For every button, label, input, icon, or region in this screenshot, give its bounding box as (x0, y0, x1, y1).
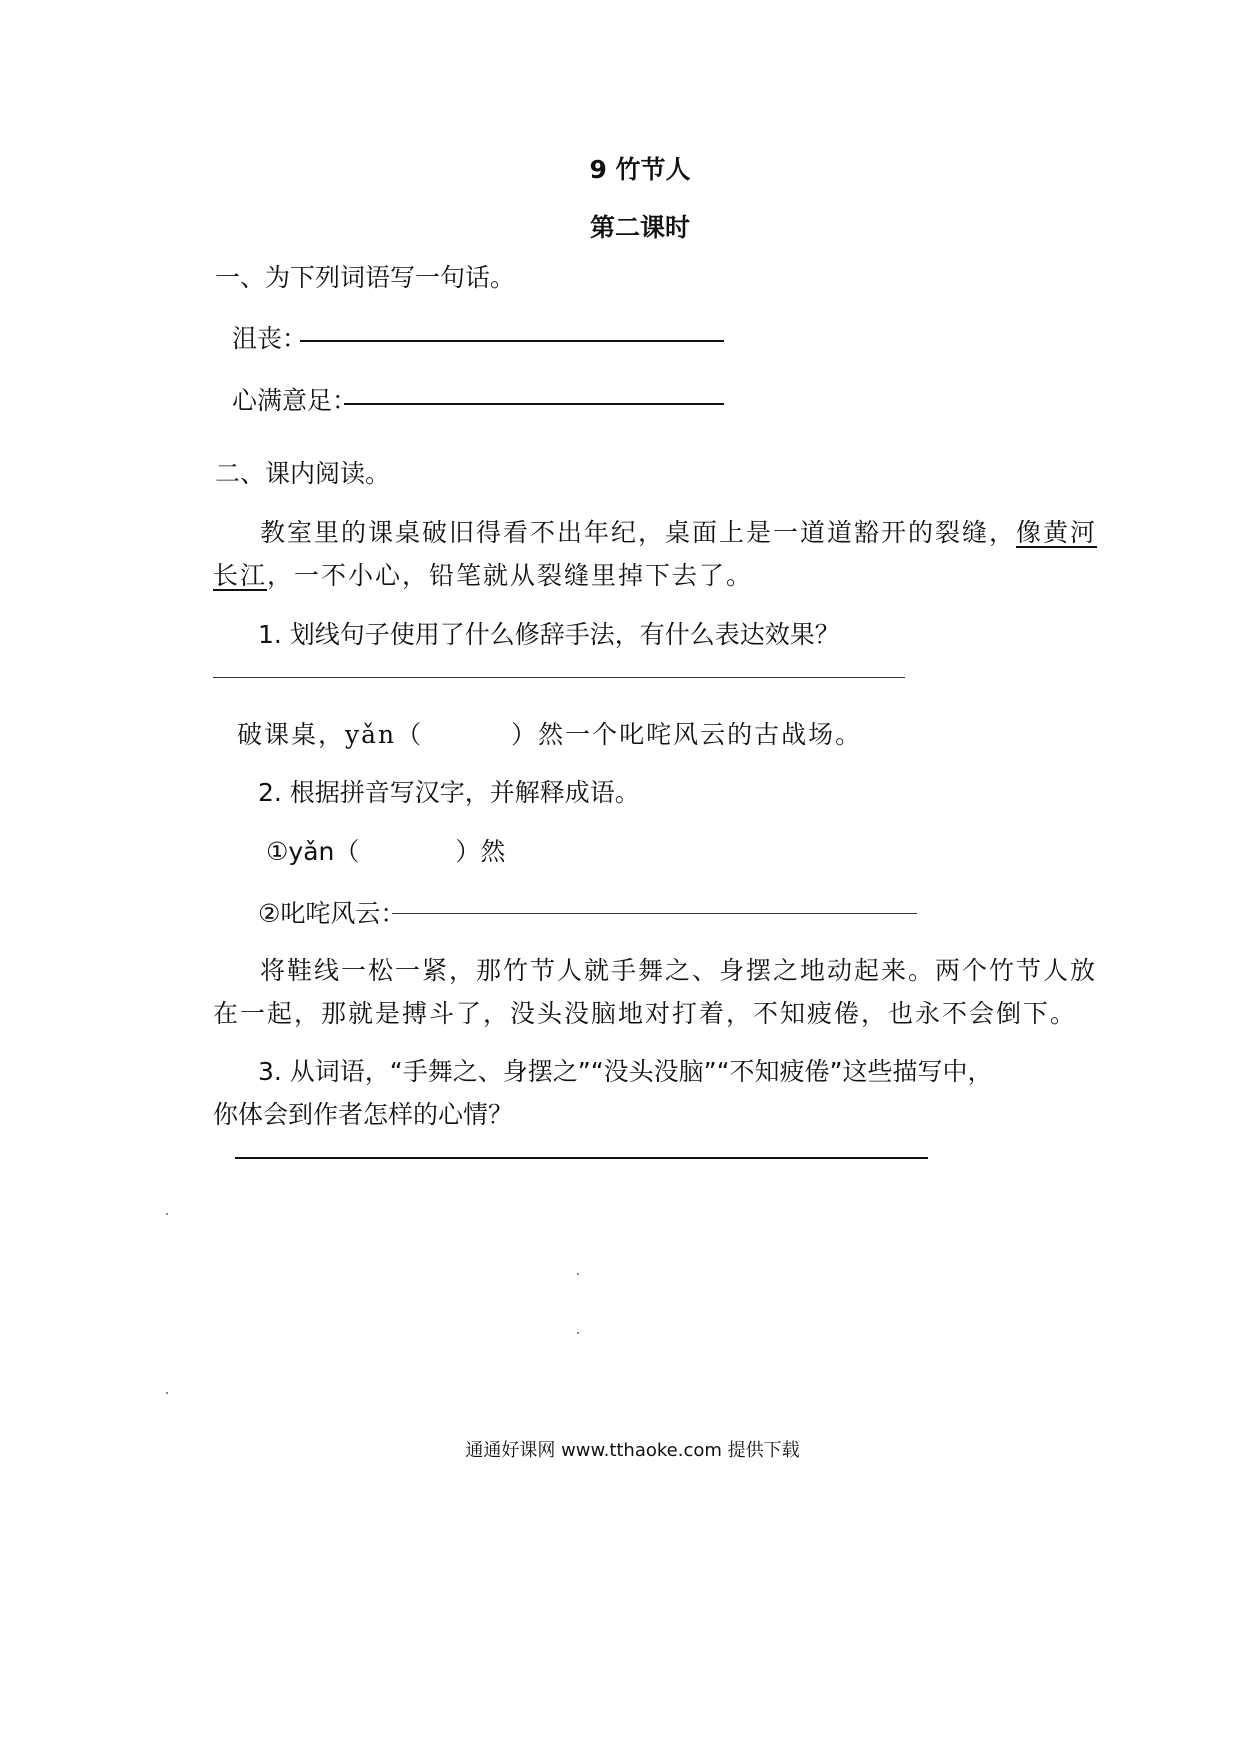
page-title: 9 竹节人 (589, 155, 691, 184)
answer-line-q1[interactable] (213, 677, 905, 678)
passage1-line1 (260, 513, 1097, 549)
question-2: 2. 根据拼音写汉字，并解释成语。 (258, 778, 640, 807)
pinyin-sentence-post: ）然一个叱咤风云的古战场。 (511, 720, 863, 749)
answer-line-xinmanyizu[interactable] (344, 403, 724, 405)
pinyin-sentence-pre: 破课桌，yǎn（ (237, 720, 424, 749)
passage1-line2-text: ，一不小心，铅笔就从裂缝里掉下去了。 (267, 561, 754, 590)
scan-speck (577, 1273, 579, 1275)
q2-item1-post: ）然 (455, 837, 506, 866)
scan-speck (166, 1392, 168, 1394)
q2-item2: ②叱咤风云： (258, 899, 406, 928)
footer-source: 通通好课网 www.tthaoke.com 提供下载 (465, 1440, 800, 1461)
pinyin-sentence (237, 715, 862, 751)
passage1-line2 (213, 556, 753, 592)
answer-line-q3[interactable] (235, 1157, 928, 1159)
q2-item1 (266, 832, 505, 868)
word-label-xinmanyizu: 心满意足： (232, 386, 358, 415)
page-subtitle: 第二课时 (589, 213, 690, 242)
section1-heading: 一、为下列词语写一句话。 (215, 263, 516, 292)
answer-line-jusang[interactable] (300, 340, 724, 342)
q2-item1-pre: ①yǎn（ (266, 837, 360, 866)
word-label-jusang: 沮丧： (232, 324, 308, 353)
passage2-line2: 在一起，那就是搏斗了，没头没脑地对打着，不知疲倦，也永不会倒下。 (213, 999, 1078, 1028)
scan-speck (577, 1332, 579, 1334)
scan-speck (166, 1213, 168, 1215)
passage2-line1: 将鞋线一松一紧，那竹节人就手舞之、身摆之地动起来。两个竹节人放 (260, 956, 1098, 985)
underlined-sentence-part1: 像黄河 (1016, 518, 1098, 547)
answer-line-q2-item2[interactable] (392, 913, 917, 914)
section2-heading: 二、课内阅读。 (215, 459, 391, 488)
question-1: 1. 划线句子使用了什么修辞手法，有什么表达效果？ (258, 620, 840, 649)
passage1-line1-text: 教室里的课桌破旧得看不出年纪，桌面上是一道道豁开的裂缝， (260, 518, 1017, 547)
underlined-sentence-part2: 长江 (213, 561, 268, 590)
question-3-line1: 3. 从词语，“手舞之、身摆之”“没头没脑”“不知疲倦”这些描写中， (258, 1057, 993, 1086)
question-3-line2: 你体会到作者怎样的心情？ (213, 1100, 514, 1129)
